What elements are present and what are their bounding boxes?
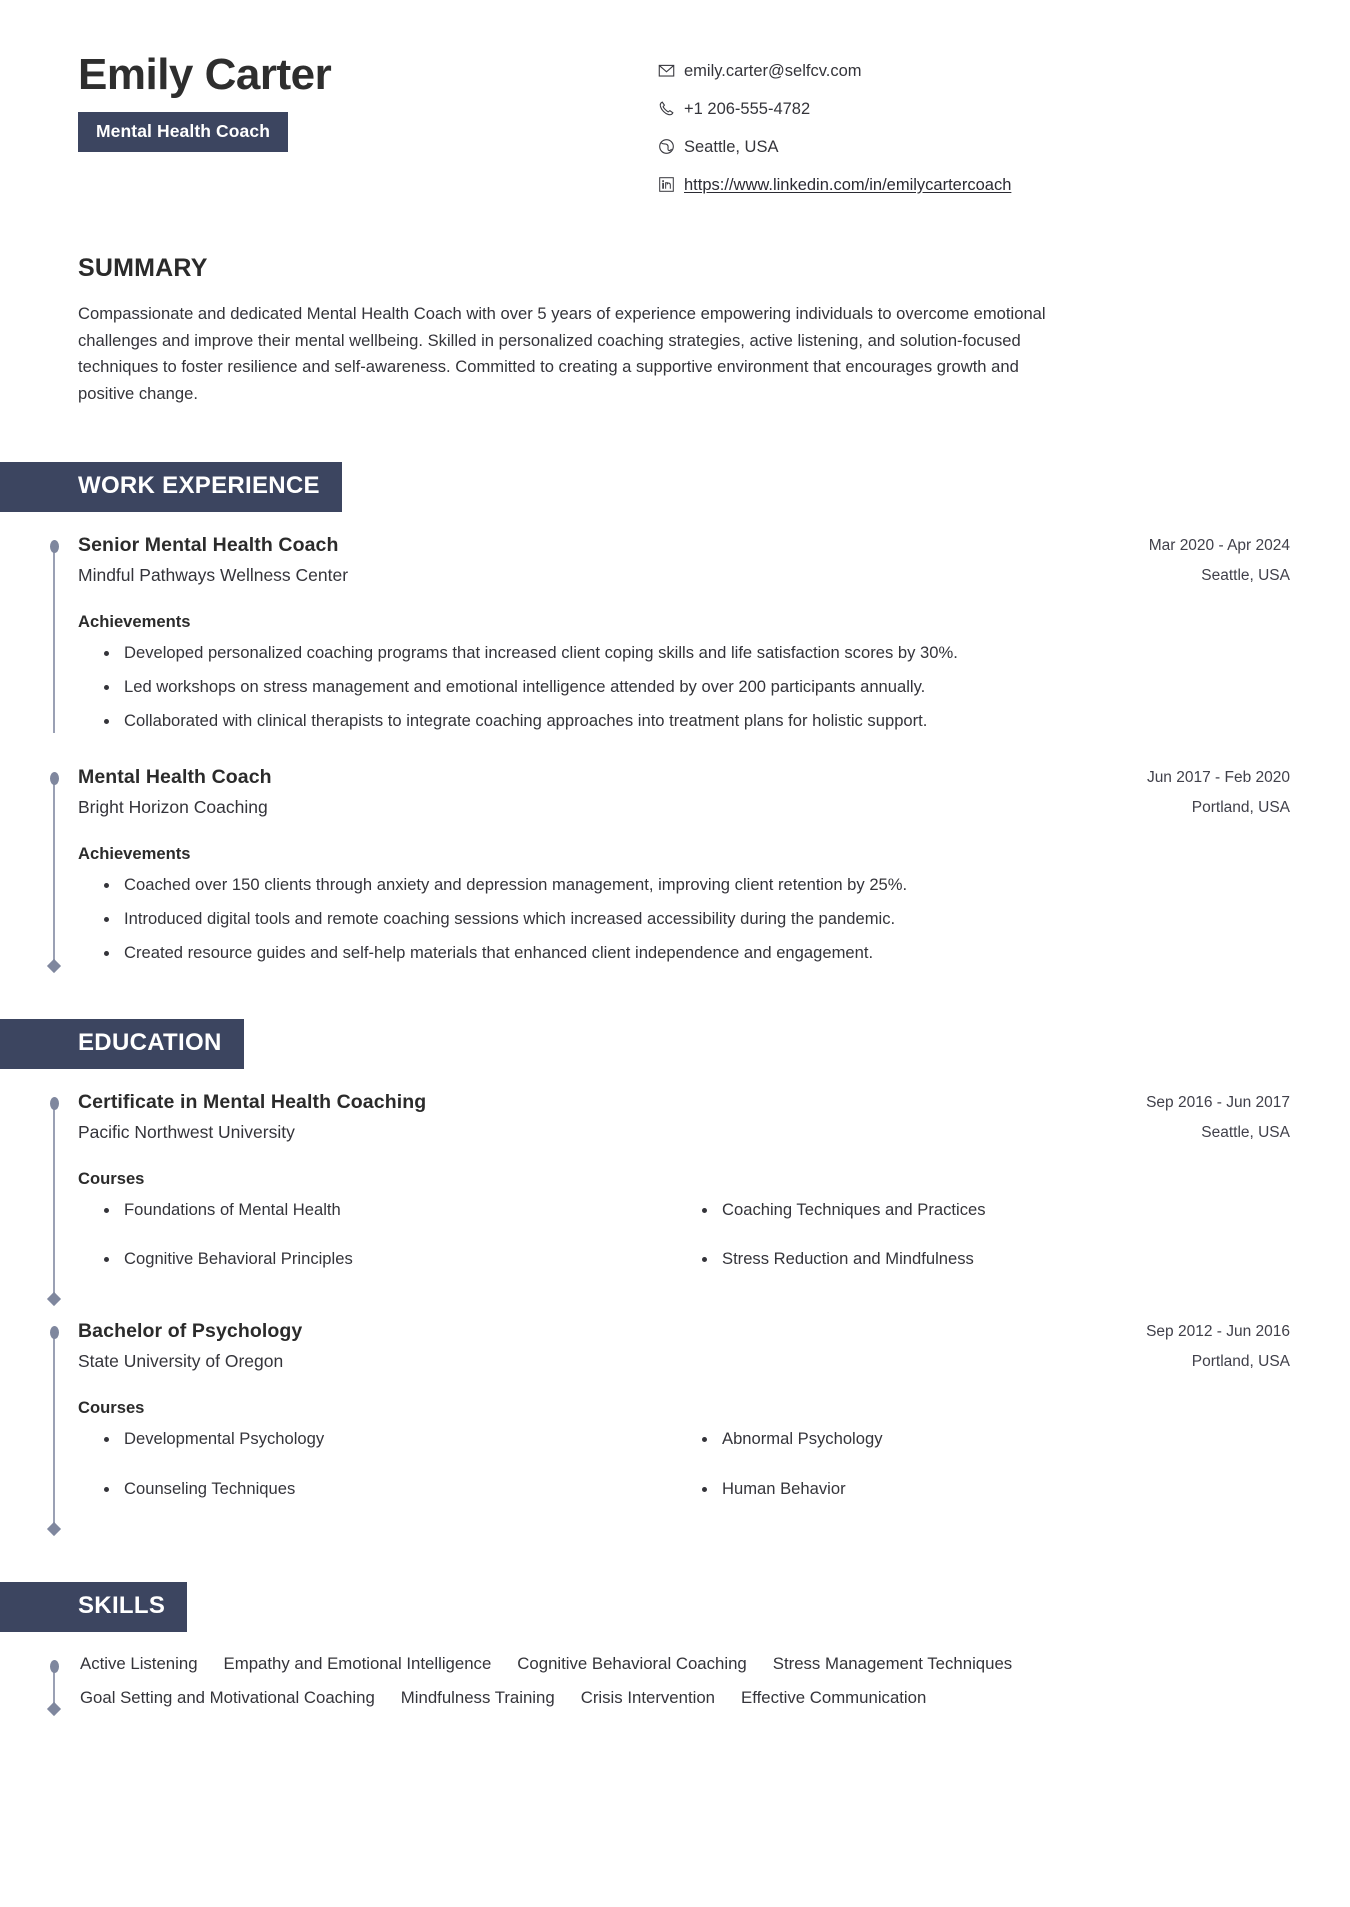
timeline-rail: [48, 1097, 60, 1299]
skills-heading: SKILLS: [0, 1582, 187, 1632]
work-entry: [48, 766, 1290, 965]
education-entry-title: Certificate in Mental Health Coaching: [78, 1090, 427, 1113]
work-entry-head-right: [1147, 766, 1290, 817]
work-entry-location: Seattle, USA: [1201, 567, 1290, 585]
contact-item-location[interactable]: [658, 136, 1290, 160]
timeline-dot-icon: [50, 772, 59, 785]
timeline-rail: [48, 1326, 60, 1528]
list-item: Coached over 150 clients through anxiety and depression management, improving client retention by 25%.: [124, 874, 1290, 897]
list-item: Counseling Techniques: [124, 1478, 692, 1501]
work-entry-head-left: [78, 766, 1147, 818]
list-item: Led workshops on stress management and emotional intelligence attended by over 200 participants annually.: [124, 676, 1290, 699]
timeline-rail: [48, 772, 60, 965]
education-entry-head-right: [1146, 1091, 1290, 1142]
work-entry-sub-label: Achievements: [78, 843, 191, 863]
timeline-dot-icon: [50, 1660, 59, 1673]
work-entry-sub-label: Achievements: [78, 612, 191, 632]
timeline-rail: [48, 540, 60, 733]
work-entry: [48, 534, 1290, 733]
timeline-rail: [48, 1660, 60, 1708]
education-entry-date: Sep 2016 - Jun 2017: [1146, 1093, 1290, 1111]
summary-heading: SUMMARY: [78, 253, 208, 282]
list-item: Coaching Techniques and Practices: [722, 1199, 1290, 1222]
resume-header: [0, 0, 1350, 212]
contact-email-text: emily.carter@selfcv.com: [684, 62, 862, 80]
education-entry-head-left: [78, 1091, 1146, 1143]
timeline-dot-icon: [50, 1097, 59, 1110]
work-entry-location: Portland, USA: [1191, 798, 1290, 816]
work-experience-heading: WORK EXPERIENCE: [0, 462, 342, 512]
timeline-dot-icon: [50, 540, 59, 553]
timeline-diamond-icon: [46, 1702, 60, 1716]
work-entry-title: Senior Mental Health Coach: [78, 534, 339, 557]
timeline-diamond-icon: [46, 1522, 60, 1536]
work-entry-head-right: [1149, 534, 1290, 585]
list-item: Developed personalized coaching programs that increased client coping skills and life satisfaction scores by 30%.: [124, 642, 1290, 665]
contact-location-text: Seattle, USA: [684, 137, 779, 156]
contact-item-phone[interactable]: [658, 98, 1290, 122]
education-entry: [48, 1320, 1290, 1528]
education-entries: [0, 1091, 1350, 1529]
education-entry-date: Sep 2012 - Jun 2016: [1146, 1323, 1290, 1341]
list-item: Introduced digital tools and remote coaching sessions which increased accessibility during the pandemic.: [124, 908, 1290, 931]
skill-item: Stress Management Techniques: [772, 1654, 1013, 1674]
job-title-badge: Mental Health Coach: [78, 112, 288, 152]
education-courses: [78, 1428, 1290, 1528]
work-experience-section: [0, 462, 1350, 512]
list-item: Created resource guides and self-help materials that enhanced client independence and engagement.: [124, 942, 1290, 965]
education-entry-head: [78, 1091, 1290, 1143]
work-entry-title: Mental Health Coach: [78, 765, 272, 788]
work-entry-bullets: [78, 642, 1290, 733]
skills-entry: [48, 1654, 1290, 1708]
envelope-icon: [658, 60, 684, 79]
skill-item: Goal Setting and Motivational Coaching: [80, 1688, 375, 1708]
contact-phone-text: +1 206-555-4782: [684, 99, 811, 118]
education-entry-organization: Pacific Northwest University: [78, 1121, 295, 1142]
page-title: Emily Carter: [78, 50, 332, 99]
work-entry-head: [78, 766, 1290, 818]
education-entry-sub-label: Courses: [78, 1398, 145, 1418]
timeline-dot-icon: [50, 1326, 59, 1339]
education-entry-head-right: [1146, 1320, 1290, 1371]
entry-spacer: [48, 1298, 1290, 1320]
skill-item: Cognitive Behavioral Coaching: [517, 1654, 747, 1674]
education-entry-location: Portland, USA: [1191, 1353, 1290, 1371]
phone-icon: [658, 98, 684, 117]
contact-list: [598, 52, 1290, 212]
list-item: Stress Reduction and Mindfulness: [722, 1248, 1290, 1271]
skill-item: Active Listening: [80, 1654, 198, 1674]
skills-entries: [0, 1654, 1350, 1708]
contact-linkedin-text[interactable]: https://www.linkedin.com/in/emilycartercoach: [684, 175, 1012, 194]
skills-list: [78, 1654, 1088, 1708]
list-item: Collaborated with clinical therapists to integrate coaching approaches into treatment plans for holistic support.: [124, 710, 1290, 733]
work-entry-organization: Bright Horizon Coaching: [78, 796, 268, 817]
education-section: [0, 1019, 1350, 1069]
skills-section: [0, 1582, 1350, 1632]
skill-item: Crisis Intervention: [580, 1688, 716, 1708]
education-entry: [48, 1091, 1290, 1299]
work-entry-head-left: [78, 534, 1149, 586]
timeline-diamond-icon: [46, 958, 60, 972]
timeline-line: [53, 1103, 55, 1299]
education-entry-head-left: [78, 1320, 1146, 1372]
list-item: Human Behavior: [722, 1478, 1290, 1501]
summary-section: [0, 254, 1350, 409]
skill-item: Empathy and Emotional Intelligence: [223, 1654, 492, 1674]
education-entry-organization: State University of Oregon: [78, 1351, 284, 1372]
entry-spacer: [48, 744, 1290, 766]
education-courses: [78, 1199, 1290, 1299]
contact-item-linkedin[interactable]: [658, 174, 1290, 198]
timeline-line: [53, 778, 55, 965]
work-entry-head: [78, 534, 1290, 586]
header-identity: [78, 52, 598, 152]
work-experience-entries: [0, 534, 1350, 964]
skill-item: Mindfulness Training: [400, 1688, 555, 1708]
list-item: Abnormal Psychology: [722, 1428, 1290, 1451]
list-item: Developmental Psychology: [124, 1428, 692, 1451]
timeline-line: [53, 1332, 55, 1528]
linkedin-icon: [658, 174, 684, 193]
work-entry-organization: Mindful Pathways Wellness Center: [78, 565, 349, 586]
globe-icon: [658, 136, 684, 155]
contact-item-email[interactable]: [658, 60, 1290, 84]
work-entry-date: Mar 2020 - Apr 2024: [1148, 537, 1290, 555]
education-entry-title: Bachelor of Psychology: [78, 1320, 303, 1343]
education-entry-sub-label: Courses: [78, 1168, 145, 1188]
work-entry-bullets: [78, 874, 1290, 965]
education-entry-location: Seattle, USA: [1201, 1123, 1290, 1141]
skill-item: Effective Communication: [741, 1688, 927, 1708]
list-item: Cognitive Behavioral Principles: [124, 1248, 692, 1271]
summary-text: Compassionate and dedicated Mental Health Coach with over 5 years of experience empowering individuals to overcome emotional challenges and improve their mental wellbeing. Skilled in personalized coaching strategies, active listening, and solution-focused techniques to foster resilience and self-awareness. Committed to creating a supportive environment that encourages growth and positive change.: [78, 303, 1046, 404]
timeline-line: [53, 546, 55, 733]
education-entry-head: [78, 1320, 1290, 1372]
work-entry-date: Jun 2017 - Feb 2020: [1146, 768, 1290, 786]
list-item: Foundations of Mental Health: [124, 1199, 692, 1222]
education-heading: EDUCATION: [0, 1019, 244, 1069]
